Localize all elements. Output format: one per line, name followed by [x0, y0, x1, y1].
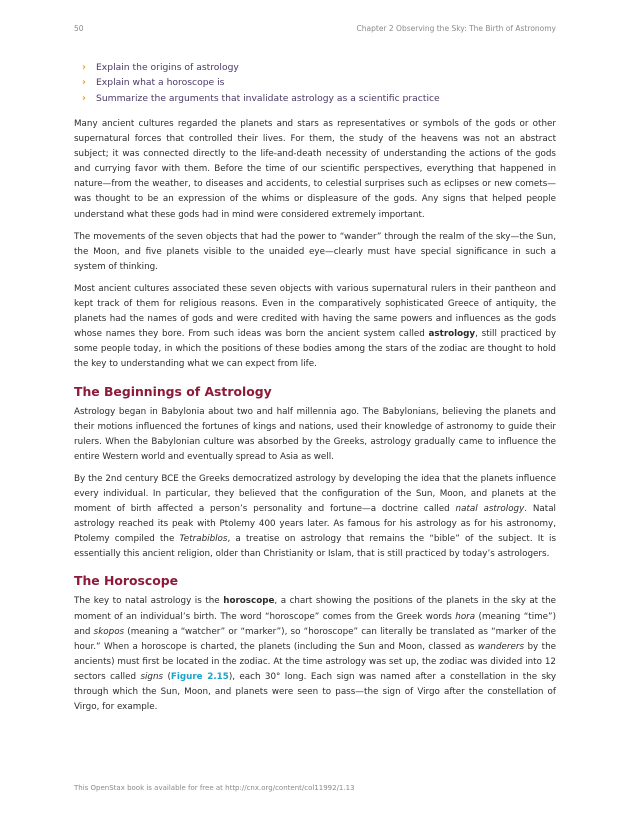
objective-text: Explain the origins of astrology [96, 62, 239, 73]
objective-item [80, 91, 440, 106]
chevron-right-icon: › [82, 92, 86, 104]
text-run: (meaning “time”) and [74, 611, 556, 637]
section1-paragraph-2 [74, 472, 556, 563]
text-run: , a treatise on astrology that remains the “bible” of the subject. It is essentially this ancient religion, older than Christianity or Islam, that is still practiced by today’s astrologers. [74, 534, 556, 560]
text-run: By the 2nd century BCE the Greeks democratized astrology by developing the idea that the planets influence every individual. In particular, they believed that the configuration of the Sun, Moon, and planets at the moment of birth affected a person’s personality and fortune—a doctrine called [74, 473, 556, 515]
book-title: Tetrabiblos [179, 534, 228, 545]
section-heading-beginnings: The Beginnings of Astrology [74, 383, 272, 399]
term-natal-astrology: natal astrology [455, 504, 525, 515]
term-wanderers: wanderers [477, 641, 525, 652]
text-run: ( [163, 671, 171, 682]
chapter-title: Chapter 2 Observing the Sky: The Birth of Astronomy [356, 24, 556, 33]
text-run: Most ancient cultures associated these seven objects with various supernatural rulers in their pantheon and kept track of them for religious reasons. Even in the comparatively sophisticated Greece of antiquity, the planets had the names of gods and were credited with having the same powers and influences as the gods whose names they bore. From such ideas was born the ancient system called [74, 283, 556, 340]
text-run: by the ancients) must first be located in the zodiac. At the time astrology was set up, the zodiac was divided into 12 sectors called [74, 641, 556, 682]
intro-paragraph-1: Many ancient cultures regarded the planets and stars as representatives or symbols of the gods or other supernatural forces that controlled their lives. For them, the study of the heavens was not an abstract subject; it was connected directly to the life-and-death necessity of understanding the actions of the gods and currying favor with them. Before the time of our scientific perspectives, everything that happened in nature—from the weather, to diseases and accidents, to celestial surprises such as eclipses or new comets—was thought to be an expression of the whims or displeasure of the gods. Any signs that helped people understand what these gods had in mind were considered extremely important. [74, 119, 556, 220]
section-heading-horoscope: The Horoscope [74, 573, 179, 589]
objective-text: Explain what a horoscope is [96, 77, 225, 89]
term-hora: hora [455, 611, 476, 622]
page-header [74, 24, 556, 36]
term-signs: signs [140, 671, 164, 682]
section2-paragraph [74, 594, 556, 715]
intro-paragraph-3 [74, 282, 556, 373]
text-run: (meaning a “watcher” or “marker”), so “horoscope” can literally be translated as “marker of the hour.” When a horoscope is charted, the planets (including the Sun and Moon, classed as [74, 626, 556, 652]
key-term-horoscope: horoscope [223, 596, 275, 607]
text-run: , a chart showing the positions of the planets in the sky at the moment of an individual’s birth. The word “horoscope” comes from the Greek words [74, 596, 557, 622]
objective-item [80, 60, 440, 75]
text-run: . Natal astrology reached its peak with Ptolemy 400 years later. As famous for his astrology as for his astronomy, Ptolemy compiled the [74, 504, 556, 545]
page-number: 50 [74, 24, 84, 33]
text-run: The key to natal astrology is the [74, 596, 224, 607]
learning-objectives [80, 60, 440, 106]
objective-text: Summarize the arguments that invalidate astrology as a scientific practice [96, 92, 440, 104]
term-skopos: skopos [93, 626, 125, 637]
chevron-right-icon: › [82, 62, 86, 73]
section1-paragraph-1: Astrology began in Babylonia about two and half millennia ago. The Babylonians, believing the planets and their motions influenced the fortunes of kings and nations, used their knowledge of astronomy to guide their rulers. When the Babylonian culture was absorbed by the Greeks, astrology gradually came to influence the entire Western world and eventually spread to Asia as well. [74, 406, 556, 462]
page-footer: This OpenStax book is available for free at http://cnx.org/content/col11992/1.13 [74, 784, 355, 792]
main-content [74, 117, 556, 722]
text-run: , still practiced by some people today, in which the positions of these bodies among the stars of the zodiac are thought to hold the key to understanding what we can expect from life. [74, 329, 557, 370]
figure-link[interactable]: Figure 2.15 [170, 671, 229, 682]
chevron-right-icon: › [82, 77, 86, 89]
key-term-astrology: astrology [428, 329, 476, 340]
text-run: ), each 30° long. Each sign was named after a constellation in the sky through which the Sun, Moon, and planets were seen to pass—the sign of Virgo after the constellation of Virgo, for example. [74, 671, 556, 713]
objective-item [80, 75, 440, 90]
intro-paragraph-2: The movements of the seven objects that had the power to “wander” through the realm of the sky—the Sun, the Moon, and five planets visible to the unaided eye—clearly must have special significance in such a system of thinking. [74, 231, 556, 272]
